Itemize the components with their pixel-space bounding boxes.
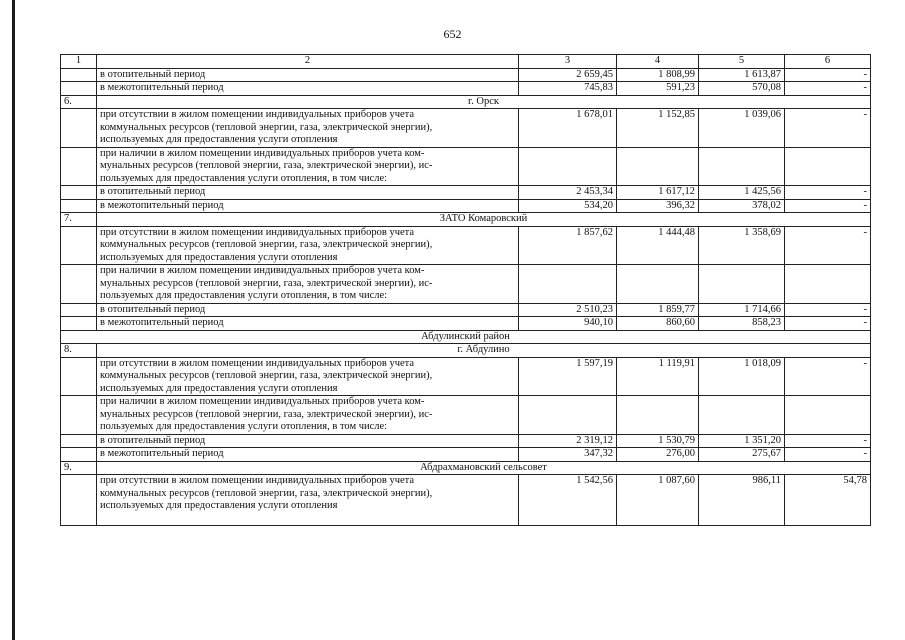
description-line: при наличии в жилом помещении индивидуальных приборов учета ком- [100,147,425,159]
value-col6: - [785,434,871,448]
table-row [61,317,871,331]
table-row [61,475,871,526]
description-line: мунальных ресурсов (тепловой энергии, газа, электрической энергии), ис- [100,277,433,289]
value-col5: 275,67 [699,448,785,462]
value-col4: 1 859,77 [617,303,699,317]
row-number-cell [61,109,97,148]
value-col6: - [785,82,871,96]
section-row [61,461,871,475]
value-col5: 858,23 [699,317,785,331]
description-line: коммунальных ресурсов (тепловой энергии, газа, электрической энергии), [100,239,433,250]
description-line: коммунальных ресурсов (тепловой энергии, газа, электрической энергии), [100,487,433,499]
value-col5: 1 714,66 [699,303,785,317]
value-col5: 1 613,87 [699,68,785,82]
table-row [61,357,871,396]
row-number-cell [61,199,97,213]
value-col4: 276,00 [617,448,699,462]
value-col5: 1 018,09 [699,357,785,396]
description-cell [97,357,519,396]
value-col3: 745,83 [519,82,617,96]
value-col3: 347,32 [519,448,617,462]
value-col5: 1 351,20 [699,434,785,448]
value-col6: - [785,186,871,200]
row-number-cell [61,448,97,462]
table-row [61,68,871,82]
table-row [61,265,871,304]
value-col3: 940,10 [519,317,617,331]
row-number-cell [61,265,97,304]
tariff-table [60,54,871,526]
row-number-cell [61,147,97,186]
value-col6: - [785,199,871,213]
period-label: в отопительный период [97,434,519,448]
description-line: коммунальных ресурсов (тепловой энергии, газа, электрической энергии), [100,370,433,381]
value-col5: 986,11 [699,475,785,526]
value-col6 [785,147,871,186]
section-title: Абдрахмановский сельсовет [97,461,871,475]
value-col4: 860,60 [617,317,699,331]
row-number-cell [61,357,97,396]
value-col5: 1 039,06 [699,109,785,148]
value-col3: 534,20 [519,199,617,213]
value-col3: 2 319,12 [519,434,617,448]
header-cell: 3 [519,55,617,69]
value-col6: - [785,109,871,148]
description-line: мунальных ресурсов (тепловой энергии, газа, электрической энергии), ис- [100,408,433,420]
value-col3 [519,147,617,186]
value-col3: 1 597,19 [519,357,617,396]
row-number-cell [61,68,97,82]
description-line: пользуемых для предоставления услуги отопления, в том числе: [100,290,388,301]
period-label: в межотопительный период [97,82,519,96]
description-line: используемых для предоставления услуги отопления [100,500,338,511]
row-number-cell [61,475,97,526]
section-title: г. Абдулино [97,344,871,358]
section-row [61,344,871,358]
value-col5: 378,02 [699,199,785,213]
value-col3: 2 453,34 [519,186,617,200]
period-label: в межотопительный период [97,199,519,213]
section-number: 7. [61,213,97,227]
section-title: ЗАТО Комаровский [97,213,871,227]
value-col6: - [785,357,871,396]
value-col5: 1 425,56 [699,186,785,200]
page-number: 652 [443,27,462,41]
description-line: при отсутствии в жилом помещении индивидуальных приборов учета [100,226,415,238]
value-col4 [617,147,699,186]
period-label: в межотопительный период [97,317,519,331]
value-col6: - [785,303,871,317]
section-row [61,213,871,227]
table-row [61,434,871,448]
value-col5 [699,396,785,435]
row-number-cell [61,303,97,317]
value-col4: 1 444,48 [617,226,699,265]
value-col4: 1 530,79 [617,434,699,448]
table-row [61,448,871,462]
header-cell: 1 [61,55,97,69]
description-line: при наличии в жилом помещении индивидуальных приборов учета ком- [100,265,425,276]
period-label: в отопительный период [97,186,519,200]
description-line: пользуемых для предоставления услуги отопления, в том числе: [100,421,388,432]
value-col4: 1 119,91 [617,357,699,396]
value-col5: 570,08 [699,82,785,96]
value-col4: 1 617,12 [617,186,699,200]
description-cell [97,147,519,186]
table-row [61,396,871,435]
value-col5 [699,265,785,304]
district-row [61,330,871,344]
section-row [61,95,871,109]
section-number: 8. [61,344,97,358]
table-row [61,186,871,200]
value-col4: 1 152,85 [617,109,699,148]
description-cell [97,475,519,526]
section-title: г. Орск [97,95,871,109]
value-col6: - [785,68,871,82]
description-line: при наличии в жилом помещении индивидуальных приборов учета ком- [100,396,425,407]
header-cell: 6 [785,55,871,69]
description-cell [97,265,519,304]
description-line: используемых для предоставления услуги отопления [100,382,338,394]
value-col4: 591,23 [617,82,699,96]
value-col6: - [785,448,871,462]
value-col3 [519,396,617,435]
value-col6 [785,396,871,435]
district-title: Абдулинский район [61,330,871,344]
value-col6: 54,78 [785,475,871,526]
value-col3: 1 678,01 [519,109,617,148]
description-line: пользуемых для предоставления услуги отопления, в том числе: [100,172,388,184]
period-label: в отопительный период [97,303,519,317]
description-line: при отсутствии в жилом помещении индивидуальных приборов учета [100,109,415,120]
value-col5 [699,147,785,186]
value-col6 [785,265,871,304]
row-number-cell [61,82,97,96]
value-col4: 1 808,99 [617,68,699,82]
table-row [61,199,871,213]
table-row [61,303,871,317]
scan-edge-bar [12,0,15,640]
period-label: в межотопительный период [97,448,519,462]
row-number-cell [61,434,97,448]
value-col3: 2 659,45 [519,68,617,82]
header-cell: 2 [97,55,519,69]
description-line: коммунальных ресурсов (тепловой энергии, газа, электрической энергии), [100,121,433,133]
header-row [61,55,871,69]
row-number-cell [61,396,97,435]
period-label: в отопительный период [97,68,519,82]
table-row [61,226,871,265]
description-line: при отсутствии в жилом помещении индивидуальных приборов учета [100,475,415,486]
value-col3: 1 542,56 [519,475,617,526]
section-number: 6. [61,95,97,109]
description-line: мунальных ресурсов (тепловой энергии, газа, электрической энергии), ис- [100,160,433,171]
value-col6: - [785,226,871,265]
value-col4 [617,396,699,435]
value-col6: - [785,317,871,331]
description-cell [97,109,519,148]
description-line: при отсутствии в жилом помещении индивидуальных приборов учета [100,357,415,369]
table-row [61,147,871,186]
row-number-cell [61,317,97,331]
value-col4: 1 087,60 [617,475,699,526]
table-row [61,82,871,96]
description-cell [97,396,519,435]
section-number: 9. [61,461,97,475]
description-line: используемых для предоставления услуги отопления [100,251,338,263]
row-number-cell [61,226,97,265]
table-row [61,109,871,148]
value-col3: 1 857,62 [519,226,617,265]
value-col3: 2 510,23 [519,303,617,317]
row-number-cell [61,186,97,200]
description-line: используемых для предоставления услуги отопления [100,134,338,145]
header-cell: 5 [699,55,785,69]
value-col4 [617,265,699,304]
value-col4: 396,32 [617,199,699,213]
value-col5: 1 358,69 [699,226,785,265]
value-col3 [519,265,617,304]
header-cell: 4 [617,55,699,69]
description-cell [97,226,519,265]
